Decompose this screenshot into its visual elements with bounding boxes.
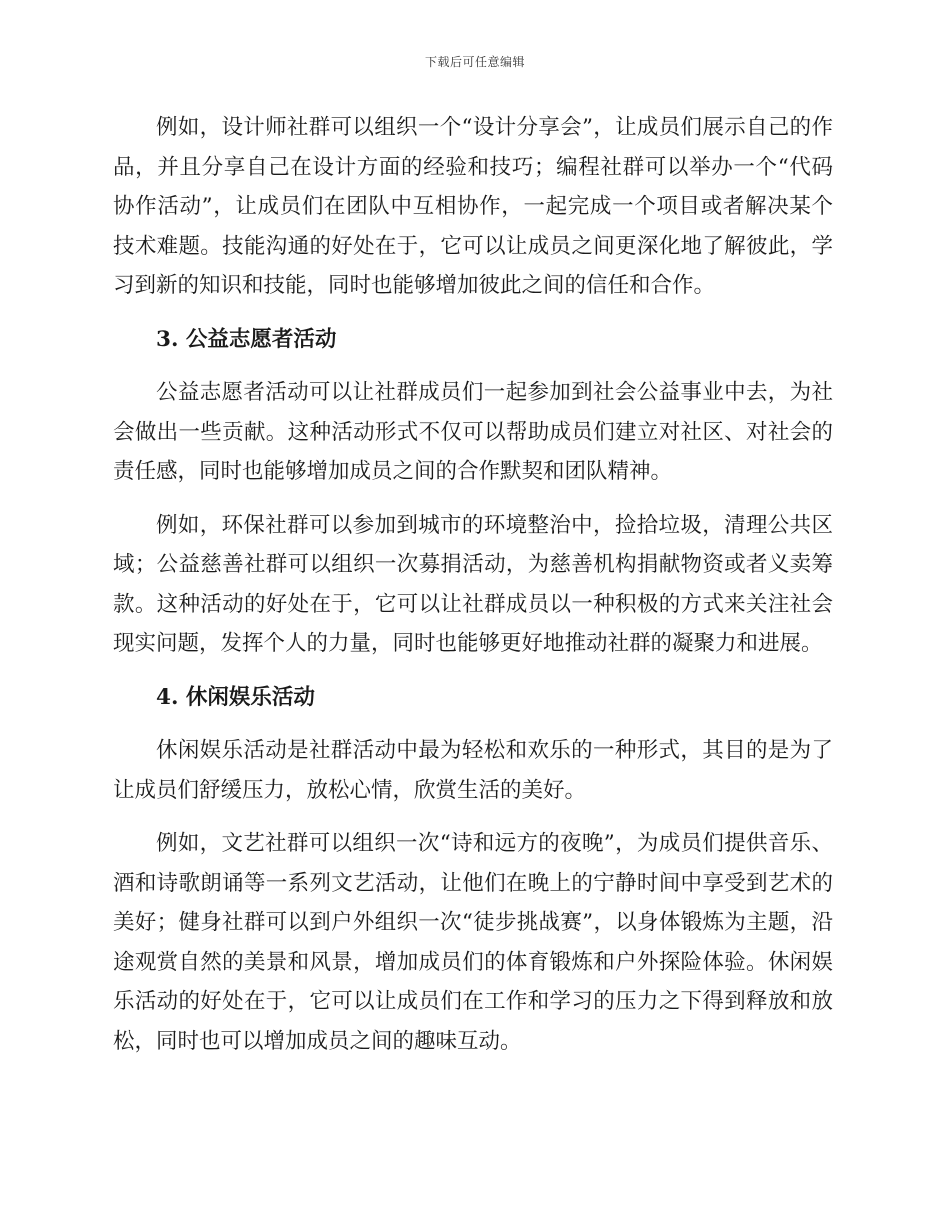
paragraph-volunteer-example: 例如，环保社群可以参加到城市的环境整治中，捡拾垃圾，清理公共区域；公益慈善社群可以组织一次募捐活动，为慈善机构捐献物资或者义卖筹款。这种活动的好处在于，它可以让社群成员以一种积极的方式来关注社会现实问题，发挥个人的力量，同时也能够更好地推动社群的凝聚力和进展。 xyxy=(113,512,833,656)
section-heading-leisure: 4. 休闲娱乐活动 xyxy=(156,684,315,710)
paragraph-volunteer-intro: 公益志愿者活动可以让社群成员们一起参加到社会公益事业中去，为社会做出一些贡献。这种活动形式不仅可以帮助成员们建立对社区、对社会的责任感，同时也能够增加成员之间的合作默契和团队精神。 xyxy=(113,380,833,484)
paragraph-leisure-example: 例如，文艺社群可以组织一次“诗和远方的夜晚”，为成员们提供音乐、酒和诗歌朗诵等一系列文艺活动，让他们在晚上的宁静时间中享受到艺术的美好；健身社群可以到户外组织一次“徒步挑战赛”，以身体锻炼为主题，沿途观赏自然的美景和风景，增加成员们的体育锻炼和户外探险体验。休闲娱乐活动的好处在于，它可以让成员们在工作和学习的压力之下得到释放和放松，同时也可以增加成员之间的趣味互动。 xyxy=(113,831,833,1054)
section-heading-volunteer: 3. 公益志愿者活动 xyxy=(156,326,337,352)
paragraph-leisure-intro: 休闲娱乐活动是社群活动中最为轻松和欢乐的一种形式，其目的是为了让成员们舒缓压力，放松心情，欣赏生活的美好。 xyxy=(113,738,833,803)
paragraph-design-coding-example: 例如，设计师社群可以组织一个“设计分享会”，让成员们展示自己的作品，并且分享自己在设计方面的经验和技巧；编程社群可以举办一个“代码协作活动”，让成员们在团队中互相协作，一起完成一个项目或者解决某个技术难题。技能沟通的好处在于，它可以让成员之间更深化地了解彼此，学习到新的知识和技能，同时也能够增加彼此之间的信任和合作。 xyxy=(113,115,833,298)
document-body xyxy=(113,108,833,1075)
page-header: 下载后可任意编辑 xyxy=(424,55,525,69)
